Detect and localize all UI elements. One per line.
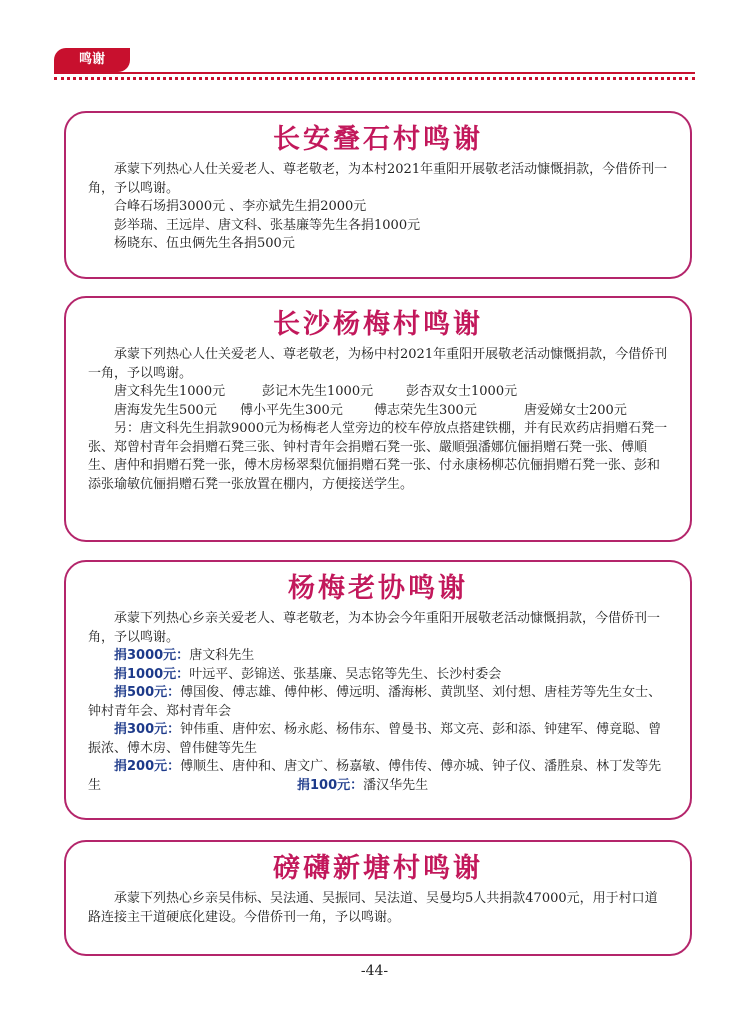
donor-names: 唐文科先生 — [189, 648, 255, 663]
donation-row — [88, 383, 668, 402]
donation-tier — [88, 666, 668, 685]
donation-amount: 捐500元： — [114, 685, 181, 700]
section-title: 长沙杨梅村鸣谢 — [273, 309, 483, 340]
section-title: 杨梅老协鸣谢 — [288, 573, 468, 604]
section-intro: 承蒙下列热心乡亲关爱老人、尊老敬老，为本协会今年重阳开展敬老活动慷慨捐款，今借侨刊一角，予以鸣谢。 — [88, 611, 661, 645]
section-intro: 承蒙下列热心乡亲吴伟标、吴法通、吴振同、吴法道、吴曼均5人共捐款47000元，用于村口道路连接主干道硬底化建设。今借侨刊一角，予以鸣谢。 — [88, 891, 658, 925]
acknowledgement-box-yangmei-village — [64, 296, 692, 542]
donation-tier — [88, 684, 668, 721]
donation-tier — [88, 758, 668, 795]
acknowledgement-box-changan — [64, 111, 692, 279]
section-note: 另：唐文科先生捐款9000元为杨梅老人堂旁边的校车停放点搭建铁棚，并有民欢药店捐赠石凳一张、郑曾村青年会捐赠石凳三张、钟村青年会捐赠石凳一张、嚴順强潘娜伉俪捐赠石凳一张、傅順生、唐仲和捐赠石凳一张，傅木房杨翠梨伉俪捐赠石凳一张、付永康杨柳芯伉俪捐赠石凳一张、彭和添张瑜敏伉俪捐赠石凳一张放置在棚内，方便接送学生。 — [88, 421, 668, 492]
acknowledgement-box-yangmei-elders — [64, 560, 692, 820]
section-tab: 鸣谢 — [54, 48, 130, 72]
donor-entry: 唐爱娣女士200元 — [524, 402, 627, 418]
donation-tier — [88, 721, 668, 758]
donor-names: 潘汉华先生 — [363, 777, 429, 793]
section-title: 长安叠石村鸣谢 — [273, 124, 483, 155]
donation-line: 杨晓东、伍虫俩先生各捐500元 — [114, 236, 295, 251]
donation-line: 彭举瑞、王远岸、唐文科、张基廉等先生各捐1000元 — [114, 217, 421, 233]
header-dotted-rule — [54, 77, 695, 80]
donation-amount: 捐200元： — [114, 759, 181, 774]
page-number: -44- — [360, 963, 389, 979]
acknowledgement-box-xintang — [64, 840, 692, 956]
donation-tier — [88, 647, 668, 666]
header-rule — [54, 72, 695, 74]
donation-amount: 捐100元： — [297, 777, 364, 793]
donor-entry: 唐海发先生500元 — [114, 402, 217, 418]
donor-names: 傅顺生、唐仲和、唐文广、杨嘉敏、傅伟传、傅亦城、钟子仪、潘胜泉、林丁发等先生 — [88, 759, 662, 793]
donor-entry: 傅小平先生300元 — [240, 402, 343, 418]
donation-line: 合峰石场捐3000元 、李亦斌先生捐2000元 — [114, 199, 367, 214]
donation-row — [88, 402, 668, 421]
donation-amount: 捐1000元： — [114, 666, 190, 682]
donor-entry: 傅志荣先生300元 — [374, 402, 477, 418]
section-title: 磅礴新塘村鸣谢 — [273, 853, 483, 884]
donor-names: 叶远平、彭锦送、张基廉、吴志铭等先生、长沙村委会 — [189, 666, 502, 682]
donor-names: 傅国俊、傅志雄、傅仲彬、傅远明、潘海彬、黄凯坚、刘付想、唐桂芳等先生女士、钟村青年会、郑村青年会 — [88, 685, 662, 719]
donation-amount: 捐300元： — [114, 722, 181, 737]
donation-amount: 捐3000元： — [114, 648, 190, 663]
donor-entry: 彭记木先生1000元 — [262, 384, 374, 399]
donor-entry: 彭杏双女士1000元 — [406, 384, 518, 399]
section-intro: 承蒙下列热心人仕关爱老人、尊老敬老，为杨中村2021年重阳开展敬老活动慷慨捐款，今借侨刊一角，予以鸣谢。 — [88, 347, 668, 381]
donor-entry: 唐文科先生1000元 — [114, 384, 226, 399]
donor-names: 钟伟重、唐仲宏、杨永彪、杨伟东、曾曼书、郑文亮、彭和添、钟建军、傅竟聪、曾振浓、傅木房、曾伟健等先生 — [88, 722, 662, 756]
section-intro: 承蒙下列热心人仕关爱老人、尊老敬老，为本村2021年重阳开展敬老活动慷慨捐款，今借侨刊一角，予以鸣谢。 — [88, 162, 668, 196]
